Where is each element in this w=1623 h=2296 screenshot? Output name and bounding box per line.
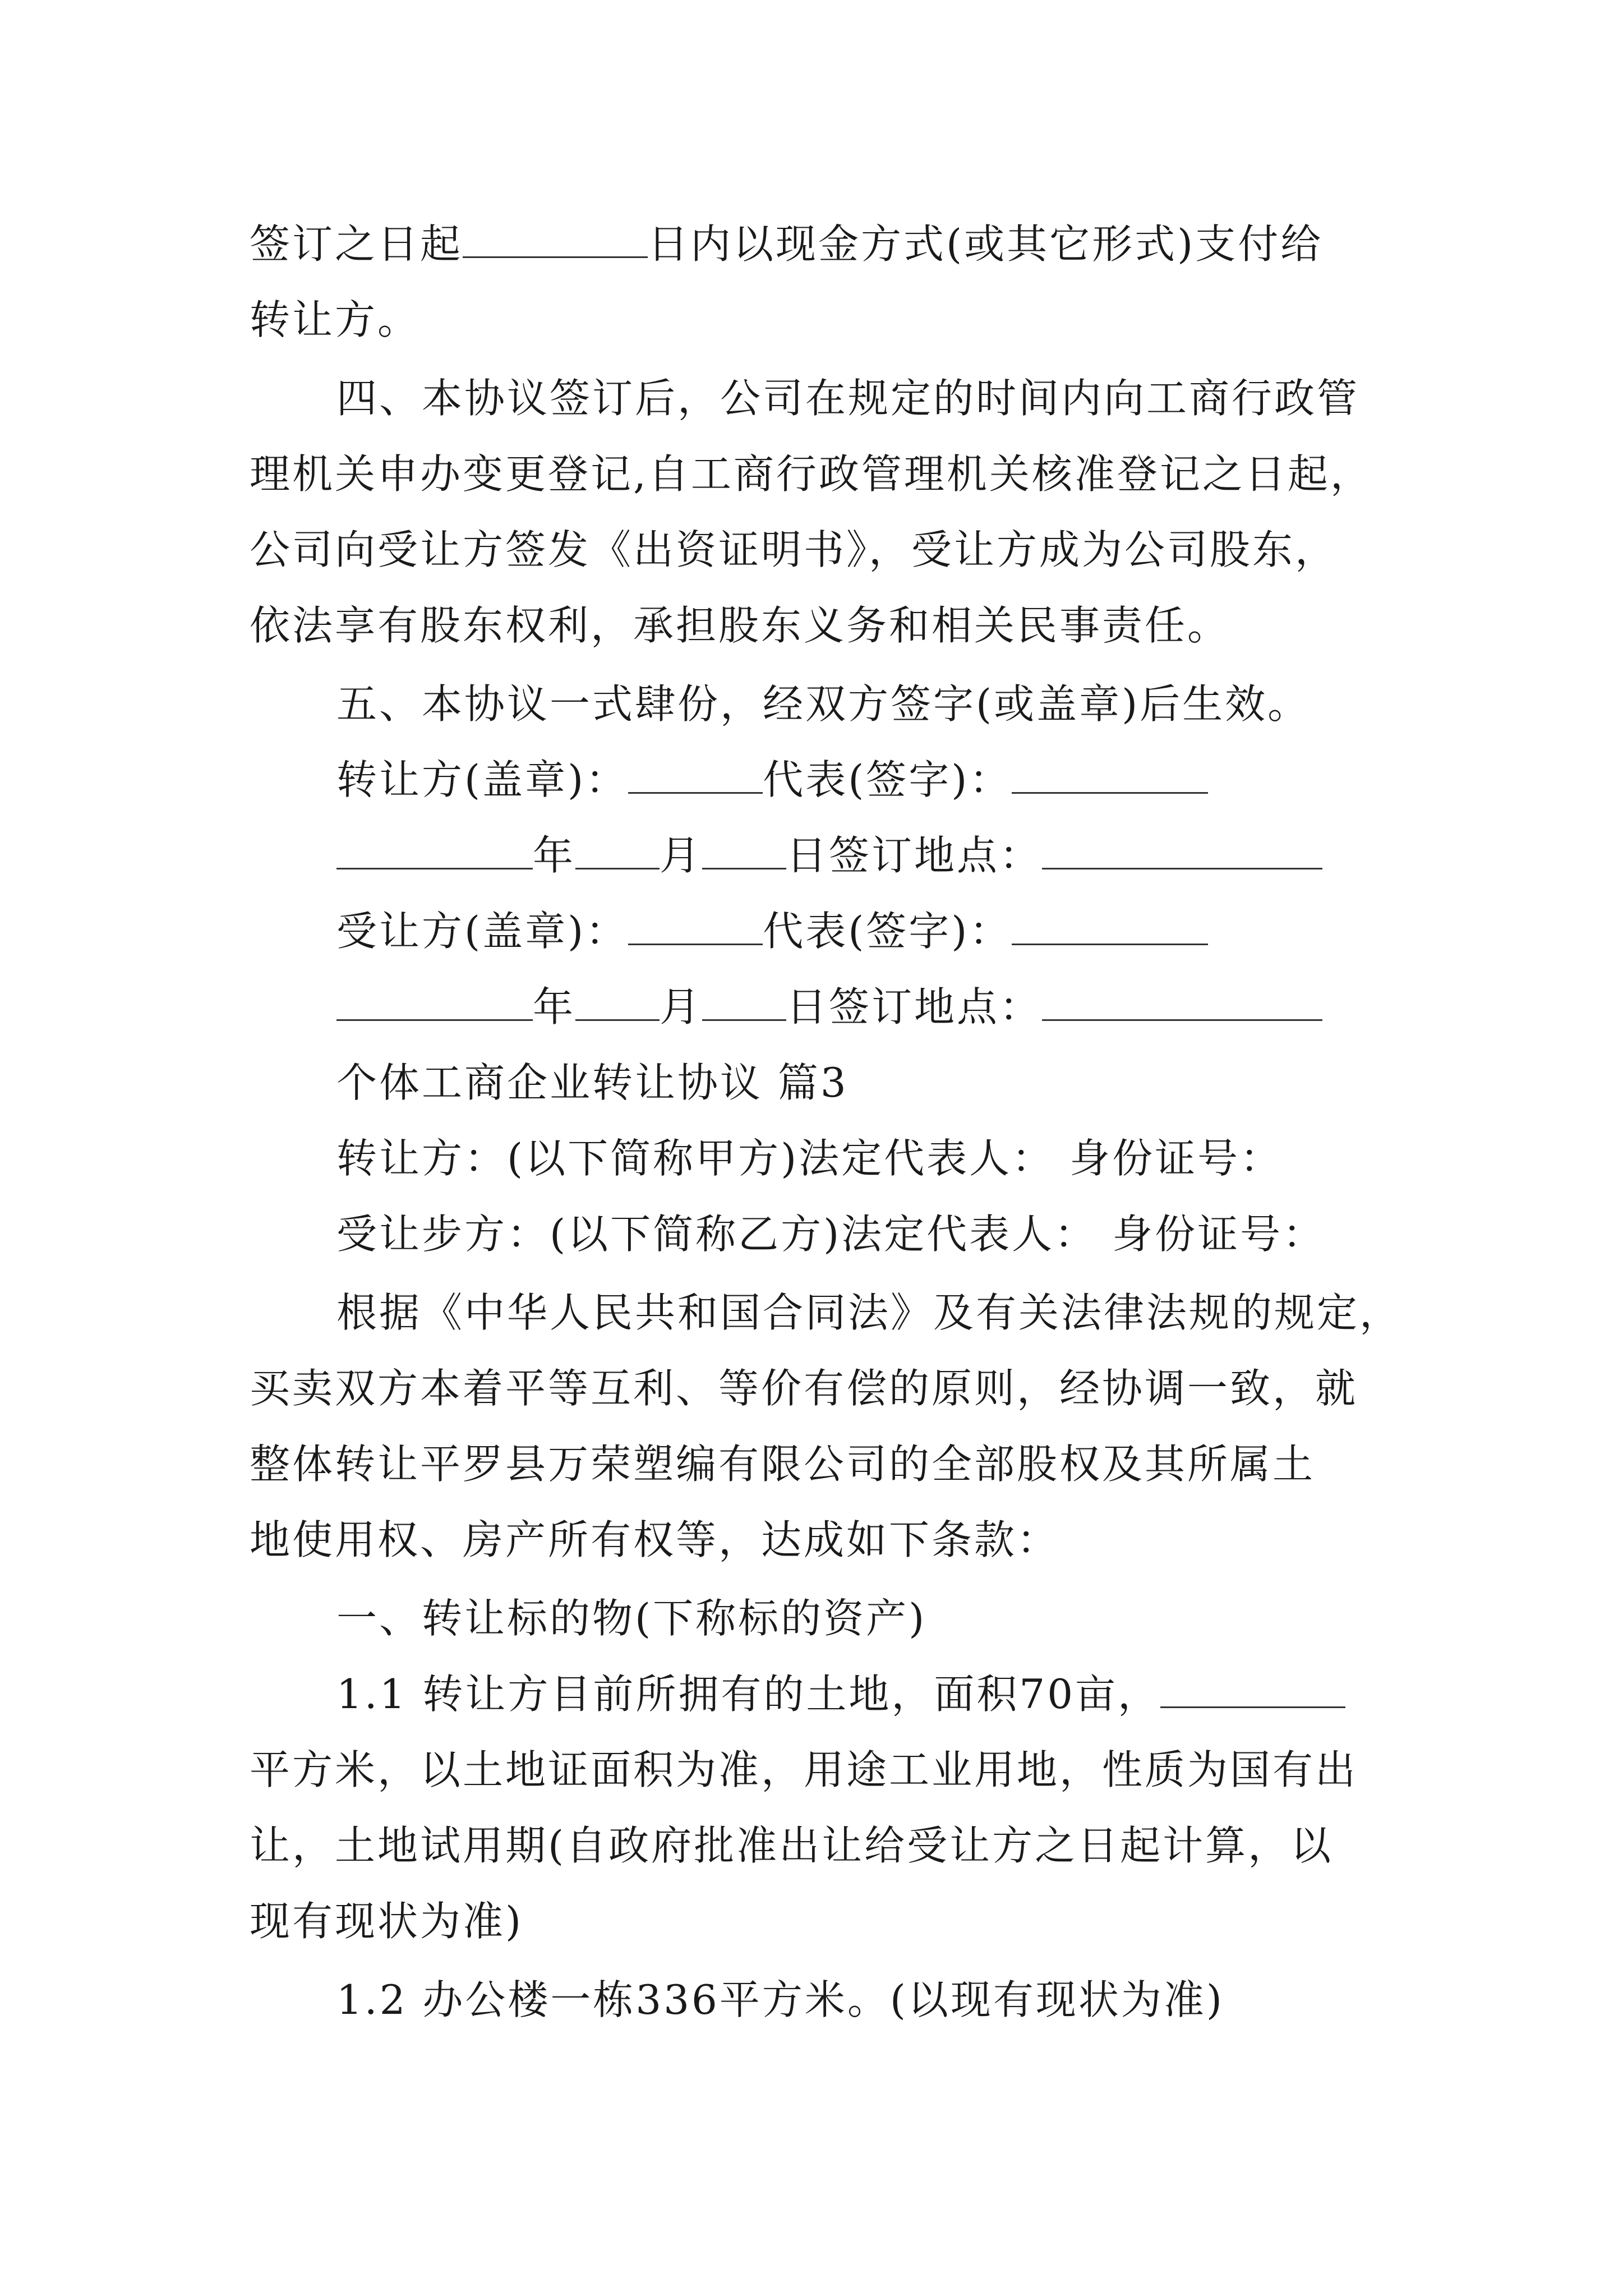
item-1-1-line-3: 让，土地试用期(自政府批准出让给受让方之日起计算，以 xyxy=(250,1822,1334,1869)
preamble-line-4: 地使用权、房产所有权等，达成如下条款： xyxy=(250,1516,1060,1563)
payment-line-2: 转让方。 xyxy=(250,296,421,343)
year-blank-2 xyxy=(336,982,533,1021)
preamble-line-2: 买卖双方本着平等互利、等价有偿的原则，经协调一致，就 xyxy=(250,1365,1358,1412)
payment-line-1 xyxy=(250,219,1323,269)
item-1-2: 1.2 办公楼一栋336平方米。(以现有现状为准) xyxy=(336,1976,1224,2023)
preamble-line-3: 整体转让平罗县万荣塑编有限公司的全部股权及其所属土 xyxy=(250,1441,1316,1488)
payment-text-b: 日内以现金方式(或其它形式)支付给 xyxy=(648,220,1324,268)
clause-four-line-4: 依法享有股东权利，承担股东义务和相关民事责任。 xyxy=(250,602,1230,649)
party-transferee: 受让步方：(以下简称乙方)法定代表人： 身份证号： xyxy=(336,1211,1326,1258)
place-blank-1 xyxy=(1042,831,1322,869)
days-blank xyxy=(463,219,648,258)
clause-one-heading: 一、转让标的物(下称标的资产) xyxy=(336,1595,927,1642)
transferor-date-line xyxy=(336,830,1322,881)
item-1-1-line-1 xyxy=(336,1669,1345,1719)
transferee-seal-blank xyxy=(628,907,763,945)
transferee-seal-label: 受让方(盖章)： xyxy=(336,908,629,955)
party-transferor: 转让方：(以下简称甲方)法定代表人： 身份证号： xyxy=(336,1135,1283,1182)
day-place-label-2: 日签订地点： xyxy=(786,983,1043,1030)
transferor-seal-blank xyxy=(628,755,763,794)
month-blank-2 xyxy=(575,982,660,1021)
clause-five-line-1: 五、本协议一式肆份，经双方签字(或盖章)后生效。 xyxy=(336,680,1311,728)
area-blank xyxy=(1160,1669,1345,1708)
clause-four-line-1: 四、本协议签订后，公司在规定的时间内向工商行政管 xyxy=(336,375,1360,422)
month-label-1: 月 xyxy=(660,832,703,879)
transferor-signature-line xyxy=(336,754,1208,805)
day-blank-1 xyxy=(702,831,786,869)
section-title: 个体工商企业转让协议 篇3 xyxy=(336,1059,849,1106)
month-blank-1 xyxy=(575,831,660,869)
clause-four-line-2: 理机关申办变更登记,自工商行政管理机关核准登记之日起， xyxy=(250,450,1373,498)
year-blank-1 xyxy=(336,831,533,869)
payment-text-a: 签订之日起 xyxy=(250,220,463,268)
transferee-signature-line xyxy=(336,906,1208,956)
preamble-line-1: 根据《中华人民共和国合同法》及有关法律法规的规定， xyxy=(336,1289,1403,1336)
item-1-1-text: 1.1 转让方目前所拥有的土地，面积70亩， xyxy=(336,1671,1161,1718)
item-1-1-line-2: 平方米，以土地证面积为准，用途工业用地，性质为国有出 xyxy=(250,1746,1358,1793)
year-label-1: 年 xyxy=(533,832,576,879)
month-label-2: 月 xyxy=(660,983,703,1030)
item-1-1-line-4: 现有现状为准) xyxy=(250,1898,524,1945)
representative-label-1: 代表(签字)： xyxy=(763,756,1012,803)
day-place-label-1: 日签订地点： xyxy=(786,832,1043,879)
representative-blank-2 xyxy=(1012,907,1208,945)
day-blank-2 xyxy=(702,982,786,1021)
place-blank-2 xyxy=(1042,982,1322,1021)
clause-four-line-3: 公司向受让方签发《出资证明书》，受让方成为公司股东， xyxy=(250,526,1338,573)
representative-label-2: 代表(签字)： xyxy=(763,908,1012,955)
transferor-seal-label: 转让方(盖章)： xyxy=(336,756,629,803)
year-label-2: 年 xyxy=(533,983,576,1030)
transferee-date-line xyxy=(336,982,1322,1032)
representative-blank-1 xyxy=(1012,755,1208,794)
